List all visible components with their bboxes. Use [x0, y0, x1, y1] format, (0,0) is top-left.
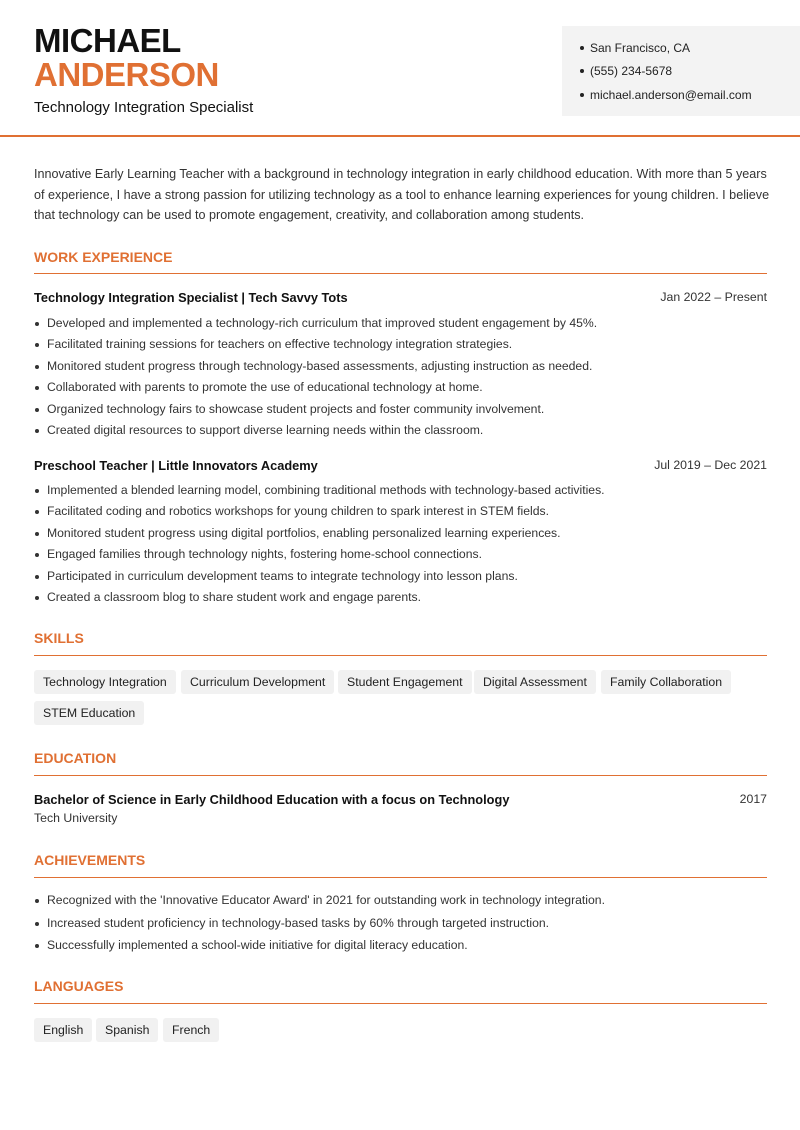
list-item: Created a classroom blog to share student work and engage parents.: [34, 590, 774, 611]
bullet-icon: [580, 93, 584, 97]
job-title: Technology Integration Specialist: [34, 99, 254, 116]
list-item: Monitored student progress through technology-based assessments, adjusting instruction as needed.: [34, 359, 774, 380]
list-item: Participated in curriculum development teams to integrate technology into lesson plans.: [34, 569, 774, 590]
language-chip: Spanish: [96, 1018, 158, 1042]
languages-heading: LANGUAGES: [34, 978, 124, 994]
skills-heading: SKILLS: [34, 630, 84, 646]
section-divider: [34, 877, 767, 878]
location-text: San Francisco, CA: [590, 41, 691, 55]
first-name: MICHAEL: [34, 22, 181, 59]
list-item: Developed and implemented a technology-rich curriculum that improved student engagement by 45%.: [34, 316, 774, 337]
job-bullets-2: [34, 483, 774, 611]
list-item: Implemented a blended learning model, combining traditional methods with technology-based activities.: [34, 483, 774, 504]
language-chip: French: [163, 1018, 219, 1042]
list-item: Monitored student progress using digital portfolios, enabling personalized learning experiences.: [34, 526, 774, 547]
education-year: 2017: [739, 792, 767, 806]
language-chip: English: [34, 1018, 92, 1042]
bullet-icon: [580, 69, 584, 73]
section-divider: [34, 273, 767, 274]
section-divider: [34, 775, 767, 776]
resume-header: [0, 0, 800, 137]
education-degree: Bachelor of Science in Early Childhood Education with a focus on Technology: [34, 792, 510, 807]
last-name: ANDERSON: [34, 56, 219, 93]
section-divider: [34, 1003, 767, 1004]
skill-chip: Curriculum Development: [181, 670, 334, 694]
achievements-list: [34, 893, 774, 961]
education-school: Tech University: [34, 811, 118, 825]
job-dates-2: Jul 2019 – Dec 2021: [654, 458, 767, 472]
skill-chip: Family Collaboration: [601, 670, 731, 694]
summary: Innovative Early Learning Teacher with a background in technology integration in early childhood education. With more than 5 years of experience, I have a strong passion for utilizing technology as a tool to enhance learning experiences for young children. I believe that technology can be used to promote engagement, creativity, and collaboration among students.: [34, 167, 770, 222]
job-dates-1: Jan 2022 – Present: [660, 290, 767, 304]
contact-email: [580, 88, 752, 102]
contact-phone: [580, 64, 672, 78]
list-item: Created digital resources to support diverse learning needs within the classroom.: [34, 423, 774, 444]
phone-text: (555) 234-5678: [590, 64, 673, 78]
job-bullets-1: [34, 316, 774, 444]
contact-info: [562, 26, 800, 116]
skill-chip: STEM Education: [34, 701, 144, 725]
list-item: Increased student proficiency in technology-based tasks by 60% through targeted instruction.: [34, 916, 774, 939]
job-title-1: Technology Integration Specialist | Tech Savvy Tots: [34, 290, 348, 305]
skill-chip: Technology Integration: [34, 670, 176, 694]
list-item: Facilitated training sessions for teachers on effective technology integration strategies.: [34, 337, 774, 358]
section-divider: [34, 655, 767, 656]
list-item: Collaborated with parents to promote the use of educational technology at home.: [34, 380, 774, 401]
skill-chip: Student Engagement: [338, 670, 472, 694]
email-text: michael.anderson@email.com: [590, 88, 752, 102]
work-experience-heading: WORK EXPERIENCE: [34, 249, 173, 265]
bullet-icon: [580, 46, 584, 50]
job-title-2: Preschool Teacher | Little Innovators Academy: [34, 458, 318, 473]
contact-location: [580, 41, 690, 55]
education-heading: EDUCATION: [34, 750, 117, 766]
list-item: Successfully implemented a school-wide initiative for digital literacy education.: [34, 938, 774, 961]
achievements-heading: ACHIEVEMENTS: [34, 852, 146, 868]
list-item: Organized technology fairs to showcase student projects and foster community involvement.: [34, 402, 774, 423]
skill-chip: Digital Assessment: [474, 670, 596, 694]
list-item: Engaged families through technology nights, fostering home-school connections.: [34, 547, 774, 568]
list-item: Recognized with the 'Innovative Educator Award' in 2021 for outstanding work in technology integration.: [34, 893, 774, 916]
list-item: Facilitated coding and robotics workshops for young children to spark interest in STEM fields.: [34, 504, 774, 525]
